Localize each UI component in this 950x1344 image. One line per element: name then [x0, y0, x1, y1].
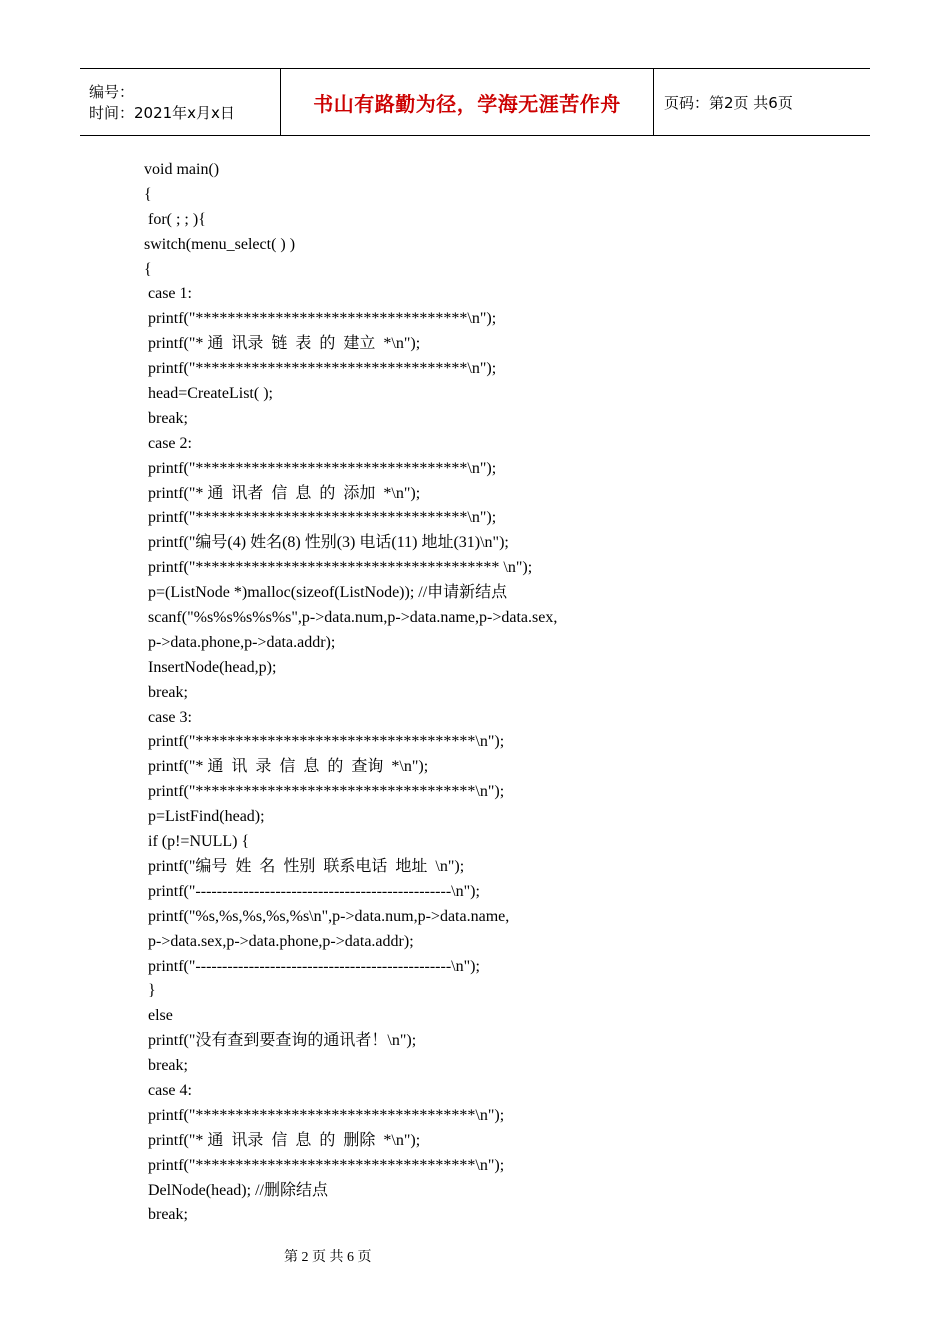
code-line: printf("************************************** \n");: [144, 559, 533, 577]
code-line: printf("* 通 讯录 信 息 的 删除 *\n");: [144, 1131, 421, 1149]
code-line: }: [144, 982, 156, 1000]
code-line: printf("* 通 讯录 链 表 的 建立 *\n");: [144, 335, 421, 353]
code-line: else: [144, 1007, 173, 1025]
code-line: printf("**********************************\n");: [144, 459, 497, 477]
code-line: p->data.phone,p->data.addr);: [144, 633, 336, 651]
code-line: scanf("%s%s%s%s%s",p->data.num,p->data.name,p->data.sex,: [144, 609, 558, 627]
code-line: printf("***********************************\n");: [144, 733, 505, 751]
code-line: p->data.sex,p->data.phone,p->data.addr);: [144, 932, 414, 950]
header-meta: [80, 69, 281, 135]
code-line: p=ListFind(head);: [144, 808, 265, 826]
code-line: break;: [144, 1206, 188, 1224]
code-line: case 2:: [144, 434, 192, 452]
code-line: printf("**********************************\n");: [144, 310, 497, 328]
code-line: void main(): [144, 161, 220, 178]
document-date: 时间：2021年x月x日: [89, 104, 235, 122]
code-line: printf("**********************************\n");: [144, 360, 497, 378]
header-page-info: 页码：第2页 共6页: [664, 93, 793, 112]
code-line: head=CreateList( );: [144, 385, 273, 403]
header-motto-cell: [281, 69, 654, 135]
code-line: {: [144, 260, 152, 278]
header-page-info-cell: [654, 69, 870, 135]
document-number-label: 编号：: [89, 83, 135, 101]
code-line: DelNode(head); //删除结点: [144, 1181, 328, 1199]
code-line: case 1:: [144, 285, 192, 303]
code-line: if (p!=NULL) {: [144, 833, 250, 851]
code-line: printf("**********************************\n");: [144, 509, 497, 527]
code-line: printf("编号(4) 姓名(8) 性别(3) 电话(11) 地址(31)\n");: [144, 534, 509, 552]
header-motto: 书山有路勤为径，学海无涯苦作舟: [313, 91, 621, 116]
code-line: printf("------------------------------------------------\n");: [144, 957, 480, 975]
page-footer: [0, 1246, 950, 1266]
code-line: InsertNode(head,p);: [144, 658, 277, 676]
code-line: break;: [144, 1057, 188, 1075]
code-listing: [144, 158, 864, 1228]
page-header: [80, 68, 870, 136]
code-line: for( ; ; ){: [144, 210, 206, 228]
code-line: printf("***********************************\n");: [144, 1156, 505, 1174]
code-line: case 4:: [144, 1081, 192, 1099]
code-line: break;: [144, 409, 188, 427]
code-line: p=(ListNode *)malloc(sizeof(ListNode)); //申请新结点: [144, 584, 508, 602]
code-line: printf("***********************************\n");: [144, 1106, 505, 1124]
code-line: printf("***********************************\n");: [144, 783, 505, 801]
code-line: printf("* 通 讯 录 信 息 的 查询 *\n");: [144, 758, 429, 776]
code-line: {: [144, 185, 152, 203]
code-line: switch(menu_select( ) ): [144, 235, 296, 253]
code-line: printf("编号 姓 名 性别 联系电话 地址 \n");: [144, 857, 465, 875]
code-line: break;: [144, 683, 188, 701]
code-line: case 3:: [144, 708, 192, 726]
code-line: printf("* 通 讯者 信 息 的 添加 *\n");: [144, 484, 421, 502]
footer-page-number: 第 2 页 共 6 页: [284, 1250, 372, 1265]
code-line: printf("没有查到要查询的通讯者！\n");: [144, 1032, 417, 1050]
code-line: printf("%s,%s,%s,%s,%s\n",p->data.num,p->data.name,: [144, 907, 510, 925]
code-line: printf("------------------------------------------------\n");: [144, 882, 480, 900]
